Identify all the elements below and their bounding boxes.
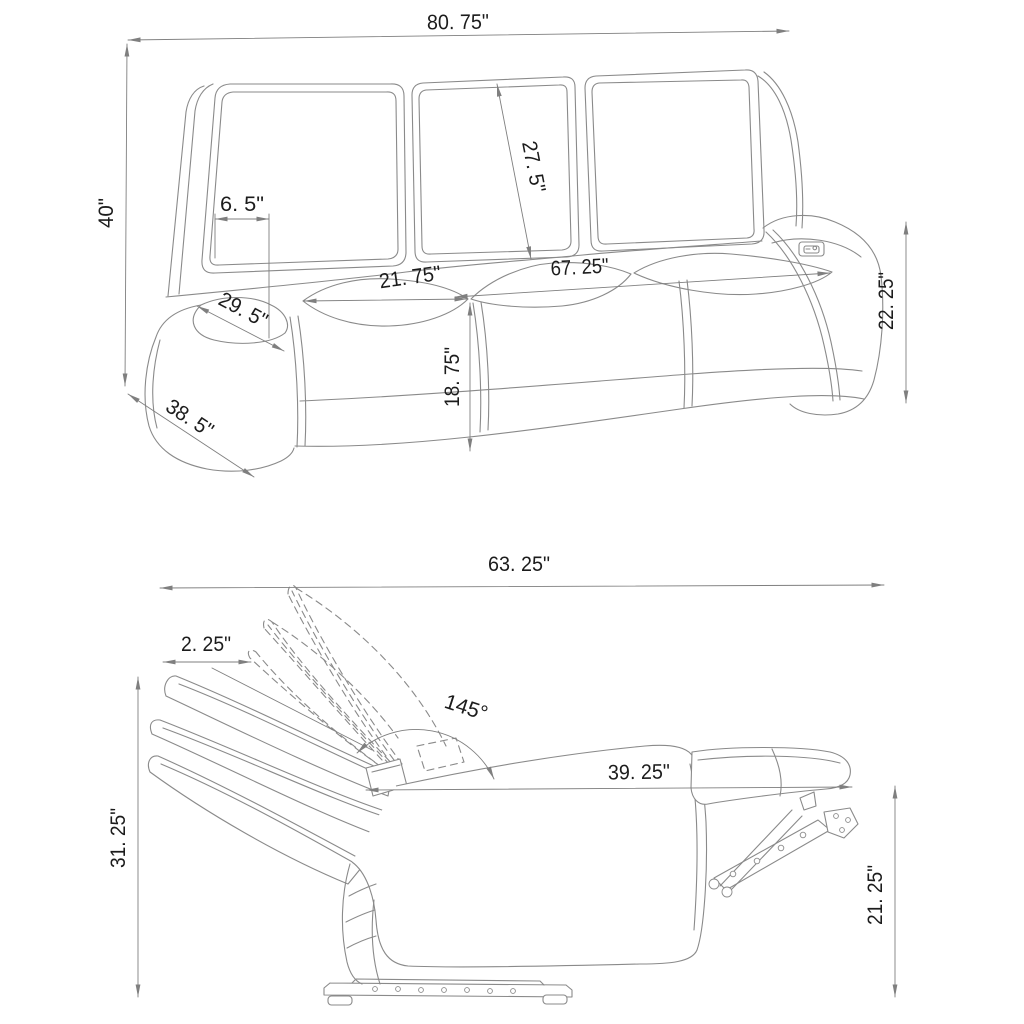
recliner-mechanism	[709, 792, 858, 897]
dim-seat-height	[441, 303, 470, 451]
dim-footrest-height	[864, 786, 895, 997]
sofa-skirt-bottom-line	[295, 396, 864, 447]
dim-arm-height	[875, 222, 906, 403]
dim-label-arm-outside-diagonal: 29. 5"	[214, 287, 274, 334]
sofa-front-seam-right	[679, 280, 693, 408]
sofa-back-right-edge	[758, 72, 803, 228]
sofa-seat-cushion-right	[634, 253, 832, 294]
usb-power-panel-outline	[799, 242, 824, 256]
recliner-base-rail	[324, 979, 572, 1005]
sofa-skirt-top-line	[300, 368, 862, 401]
recliner-drawing	[148, 585, 858, 1005]
dim-overall-width	[128, 11, 789, 40]
mechanism-hole	[730, 871, 736, 877]
sofa-drawing	[145, 70, 883, 471]
dim-label-recline-angle: 145°	[441, 690, 490, 726]
base-bolt-hole	[442, 988, 447, 993]
dim-label-footrest-height: 21. 25"	[864, 859, 887, 925]
usb-power-panel-icon	[799, 242, 824, 256]
dim-label-reclined-seat-length: 39. 25"	[607, 760, 674, 785]
base-bolt-hole	[373, 987, 378, 992]
base-foot-left	[328, 996, 352, 1005]
sofa-back-cushion-left	[202, 84, 406, 273]
base-bolt-hole	[396, 987, 401, 992]
mechanism-link	[800, 792, 816, 810]
base-bolt-hole	[511, 989, 516, 994]
dim-label-back-cushion-length: 27. 5"	[517, 139, 551, 197]
dim-label-overall-width: 80. 75"	[426, 10, 493, 35]
dim-label-overall-height: 40"	[95, 197, 118, 228]
dim-label-arm-top-width: 6. 5"	[220, 193, 264, 216]
mechanism-hole	[778, 845, 784, 851]
mechanism-hole	[754, 858, 760, 864]
mechanism-hole	[846, 818, 851, 823]
base-bolt-hole	[488, 989, 493, 994]
dim-label-reclined-overall-length: 63. 25"	[488, 553, 550, 576]
base-rail-outline	[324, 983, 572, 997]
mechanism-pivot	[722, 887, 732, 897]
sofa-diagram	[95, 11, 906, 477]
sofa-left-arm-piping	[290, 316, 306, 447]
dim-label-seat-cushion-depth: 21. 75"	[377, 261, 447, 294]
dim-label-recliner-overall-height: 31. 25"	[107, 802, 130, 868]
sofa-front-seam-left	[473, 302, 489, 432]
base-bolt-hole	[419, 988, 424, 993]
dim-label-overall-depth: 38. 5"	[161, 394, 220, 444]
sofa-back-cushion-right	[585, 70, 764, 251]
recliner-diagram	[107, 553, 895, 1005]
dim-label-arm-height: 22. 25"	[875, 264, 898, 330]
sofa-back-cushion-center	[412, 77, 579, 262]
recliner-armpad-dashed	[417, 738, 464, 771]
mechanism-hole	[840, 828, 845, 833]
recliner-back-dashed-upright-profile	[272, 588, 446, 746]
mechanism-hole	[800, 832, 806, 838]
dim-recliner-overall-height	[107, 677, 138, 997]
mechanism-upper-bracket	[824, 808, 858, 838]
dim-label-seat-interior-width: 67. 25"	[550, 254, 618, 281]
mechanism-pivot	[709, 879, 719, 889]
base-bolt-hole	[465, 988, 470, 993]
base-foot-right	[543, 995, 567, 1004]
dim-line-reclined-overall-length	[160, 585, 884, 588]
mechanism-hole	[834, 814, 839, 819]
dim-line-overall-height	[125, 44, 127, 386]
dim-label-wall-clearance: 2. 25"	[181, 633, 231, 656]
dim-overall-height	[95, 44, 127, 386]
dim-reclined-overall-length	[160, 553, 884, 588]
dim-label-seat-height: 18. 75"	[441, 341, 464, 407]
recliner-footrest	[691, 748, 850, 805]
